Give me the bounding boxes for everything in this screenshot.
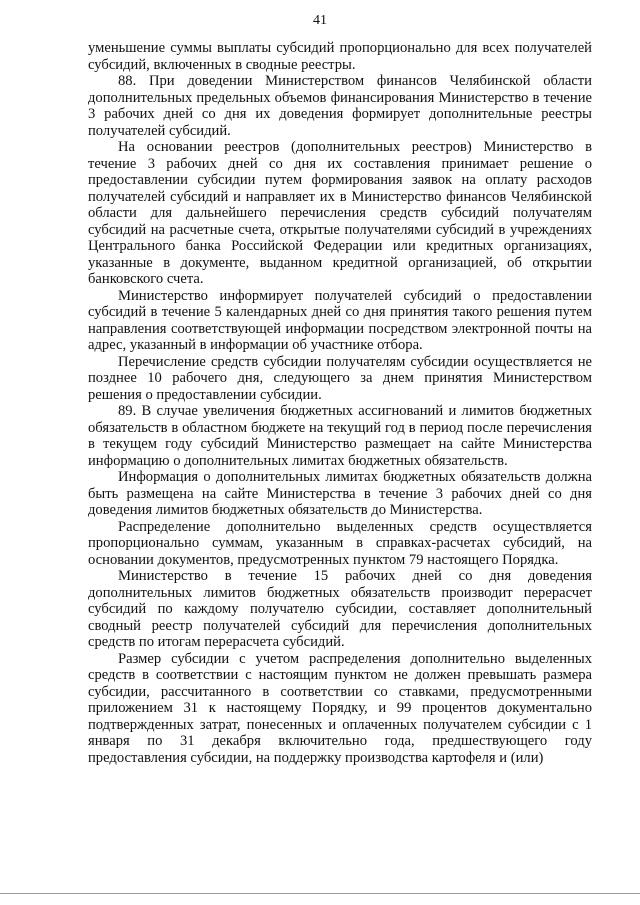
paragraph-89: 89. В случае увеличения бюджетных ассигнований и лимитов бюджетных обязательств в областном бюджете на текущий год в период после перечисления в текущем году субсидий Министерство размещает на сайте Министерства информацию о дополнительных лимитах бюджетных обязательств. (88, 403, 592, 469)
paragraph: Информация о дополнительных лимитах бюджетных обязательств должна быть размещена на сайте Министерства в течение 3 рабочих дней со дня доведения лимитов бюджетных обязательств до Министерства. (88, 469, 592, 518)
paragraph-88: 88. При доведении Министерством финансов Челябинской области дополнительных предельных объемов финансирования Министерство в течение 3 рабочих дней со дня их доведения формирует дополнительные реестры получателей субсидий. (88, 73, 592, 139)
paragraph: Размер субсидии с учетом распределения дополнительно выделенных средств в соответствии с настоящим пунктом не должен превышать размера субсидии, рассчитанного в соответствии со ставками, предусмотренными приложением 31 к настоящему Порядку, и 99 процентов документально подтвержденных затрат, понесенных и оплаченных получателем субсидии с 1 января по 31 декабря включительно года, предшествующего году предоставления субсидии, на поддержку производства картофеля и (или) (88, 650, 592, 766)
paragraph: Министерство в течение 15 рабочих дней со дня доведения дополнительных лимитов бюджетных обязательств производит перерасчет субсидий по каждому получателю субсидии, составляет дополнительный сводный реестр получателей субсидий для перечисления дополнительных средств по итогам перерасчета субсидий. (88, 568, 592, 650)
document-body (88, 40, 592, 766)
page-bottom-divider (0, 893, 640, 894)
paragraph: Перечисление средств субсидии получателям субсидии осуществляется не позднее 10 рабочего дня, следующего за днем принятия Министерством решения о предоставлении субсидии. (88, 353, 592, 403)
paragraph: Министерство информирует получателей субсидий о предоставлении субсидий в течение 5 календарных дней со дня принятия такого решения путем направления соответствующей информации посредством электронной почты на адрес, указанный в информации об участнике отбора. (88, 287, 592, 353)
paragraph: Распределение дополнительно выделенных средств осуществляется пропорционально суммам, указанным в справках-расчетах субсидий, на основании документов, предусмотренных пунктом 79 настоящего Порядка. (88, 518, 592, 568)
paragraph: На основании реестров (дополнительных реестров) Министерство в течение 3 рабочих дней со дня их составления принимает решение о предоставлении субсидии путем формирования заявок на оплату расходов получателей субсидий и направляет их в Министерство финансов Челябинской области для дальнейшего перечисления средств субсидий получателям субсидий на расчетные счета, открытые получателями субсидий в учреждениях Центрального банка Российской Федерации или кредитных организациях, указанные в документе, выданном кредитной организацией, об открытии банковского счета. (88, 139, 592, 287)
paragraph: уменьшение суммы выплаты субсидий пропорционально для всех получателей субсидий, включенных в сводные реестры. (88, 40, 592, 73)
page-number: 41 (313, 13, 327, 28)
